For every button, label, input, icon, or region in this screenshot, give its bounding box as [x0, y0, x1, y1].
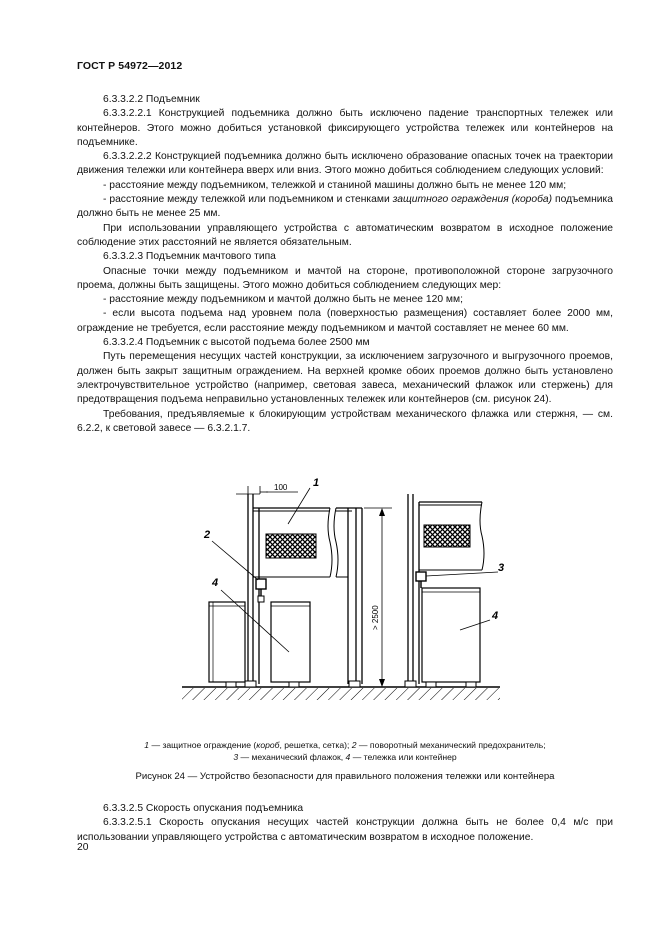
legend-num: 1 [144, 740, 150, 750]
callout-2: 2 [204, 529, 211, 541]
italic-term: защитного ограждения (короба) [392, 194, 553, 206]
paragraph: 6.3.3.2.2 Подъемник [103, 94, 200, 105]
figure-legend [77, 739, 613, 763]
legend-num: 3 [233, 752, 239, 762]
legend-text: — поворотный механический предохранитель; [356, 740, 546, 750]
text-run: подъемника должно быть не менее 25 мм. [77, 194, 614, 220]
paragraph: 6.3.3.2.3 Подъемник мачтового типа [103, 251, 276, 263]
paragraph: 6.3.3.2.2.1 Конструкцией подъемника должно быть исключено падение транспортных тележек или контейнеров. Этого можно добиться установкой фиксирующего устройства тележек или контейнеров на подъемнике. [77, 108, 613, 148]
paragraph: 6.3.3.2.5 Скорость опускания подъемника [103, 803, 304, 814]
callout-4-right: 4 [492, 610, 499, 622]
left-lift-assembly [203, 477, 332, 687]
callout-3: 3 [498, 562, 505, 574]
callout-1: 1 [313, 477, 320, 489]
document-header: ГОСТ Р 54972—2012 [77, 60, 183, 72]
floor [182, 687, 500, 700]
paragraph: 6.3.3.2.5.1 Скорость опускания несущих частей конструкции должна быть не более 0,4 м/с при использовании управляющего устройства с автоматическим возвратом в исходное положение. [77, 817, 613, 843]
legend-text: — механический флажок, [238, 752, 346, 762]
figure-caption: Рисунок 24 — Устройство безопасности для правильного положения тележки или контейнера [135, 771, 555, 782]
legend-num: 4 [345, 752, 351, 762]
middle-mast [334, 508, 392, 687]
text-run: - расстояние между тележкой или подъемником и стенками [103, 194, 393, 206]
paragraph: Опасные точки между подъемником и мачтой на стороне, противоположной стороне загрузочного проема, должны быть защищены. Этого можно добиться соблюдением следующих мер: [77, 265, 613, 291]
legend-text: — защитное ограждение ( [149, 740, 257, 750]
dimension-100: 100 [274, 483, 288, 492]
list-item: - если высота подъема над уровнем пола (поверхностью размещения) составляет более 2000 мм, ограждение не требуется, если расстояние между подъемником и мачтой составляет не менее 60 мм. [77, 308, 613, 334]
paragraph: 6.3.3.2.4 Подъемник с высотой подъема более 2500 мм [103, 337, 370, 349]
list-item: - расстояние между подъемником, тележкой и станиной машины должно быть не менее 120 мм; [103, 179, 567, 191]
legend-italic: короб [256, 740, 280, 750]
paragraph: Требования, предъявляемые к блокирующим устройствам механического флажка или стержня, — см. 6.2.2, к световой завесе — 6.3.2.1.7. [77, 408, 613, 434]
list-item: - расстояние между подъемником и мачтой должно быть не менее 120 мм; [103, 294, 463, 306]
page-number: 20 [77, 842, 89, 853]
callout-4-left: 4 [212, 577, 219, 589]
paragraph: 6.3.3.2.2.2 Конструкцией подъемника должно быть исключено образование опасных точек на траектории движения тележки или контейнера вверх или вниз. Этого можно добиться соблюдением следующих условий: [77, 151, 613, 177]
legend-num: 2 [351, 740, 357, 750]
body-text-2 [77, 802, 613, 845]
legend-text: — тележка или контейнер [350, 752, 457, 762]
legend-text: , решетка, сетка); [279, 740, 352, 750]
list-item [77, 193, 613, 222]
paragraph: При использовании управляющего устройства с автоматическим возвратом в исходное положение соблюдение этих расстояний не является обязательным. [77, 222, 613, 248]
body-text [77, 93, 613, 436]
dimension-2500: > 2500 [371, 605, 380, 630]
paragraph: Путь перемещения несущих частей конструкции, за исключением загрузочного и выгрузочного проемов, должен быть закрыт защитным ограждением. На верхней кромке обоих проемов должно быть установлено электрочувствительное устройство (например, световая завеса, механический флажок или стержень) для предотвращения подъема неправильно установленных тележек или контейнеров (см. рисунок 24). [77, 351, 613, 406]
figure-24-drawing [160, 472, 520, 702]
right-lift-assembly [405, 494, 504, 687]
